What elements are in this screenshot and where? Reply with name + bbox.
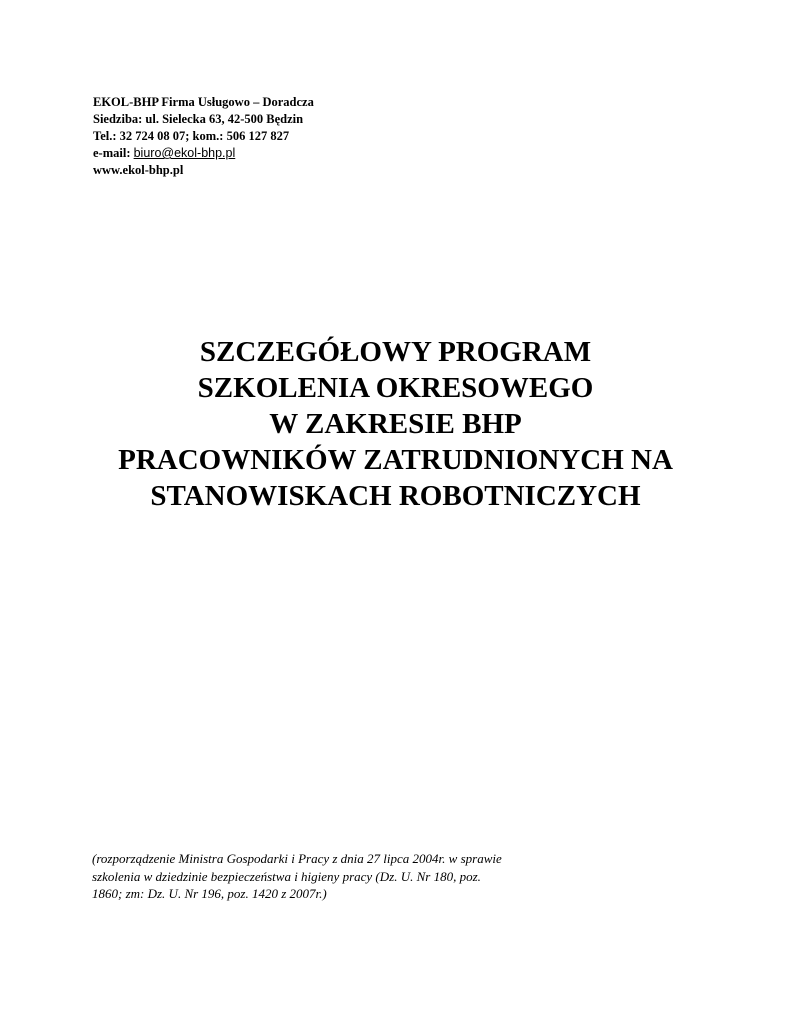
footnote-line-2: szkolenia w dziedzinie bezpieczeństwa i higieny pracy (Dz. U. Nr 180, poz. <box>92 868 481 884</box>
company-address: Siedziba: ul. Sielecka 63, 42-500 Będzin <box>93 112 304 126</box>
email-link[interactable]: biuro@ekol-bhp.pl <box>133 146 236 160</box>
document-title <box>0 334 791 514</box>
company-name: EKOL-BHP Firma Usługowo – Doradcza <box>93 95 314 109</box>
footnote-line-1: (rozporządzenie Ministra Gospodarki i Pracy z dnia 27 lipca 2004r. w sprawie <box>92 851 502 866</box>
footnote-line-3: 1860; zm: Dz. U. Nr 196, poz. 1420 z 2007r.) <box>92 886 327 901</box>
title-line-4: PRACOWNIKÓW ZATRUDNIONYCH NA <box>118 444 673 476</box>
company-header <box>93 94 314 179</box>
company-phones: Tel.: 32 724 08 07; kom.: 506 127 827 <box>93 129 290 143</box>
title-line-1: SZCZEGÓŁOWY PROGRAM <box>199 336 592 368</box>
company-website: www.ekol-bhp.pl <box>93 163 184 177</box>
email-line <box>93 145 314 162</box>
title-line-3: W ZAKRESIE BHP <box>269 408 522 440</box>
title-line-2: SZKOLENIA OKRESOWEGO <box>197 372 594 404</box>
email-label: e-mail: <box>93 146 131 160</box>
title-line-5: STANOWISKACH ROBOTNICZYCH <box>150 480 641 512</box>
regulation-footnote <box>92 850 502 903</box>
